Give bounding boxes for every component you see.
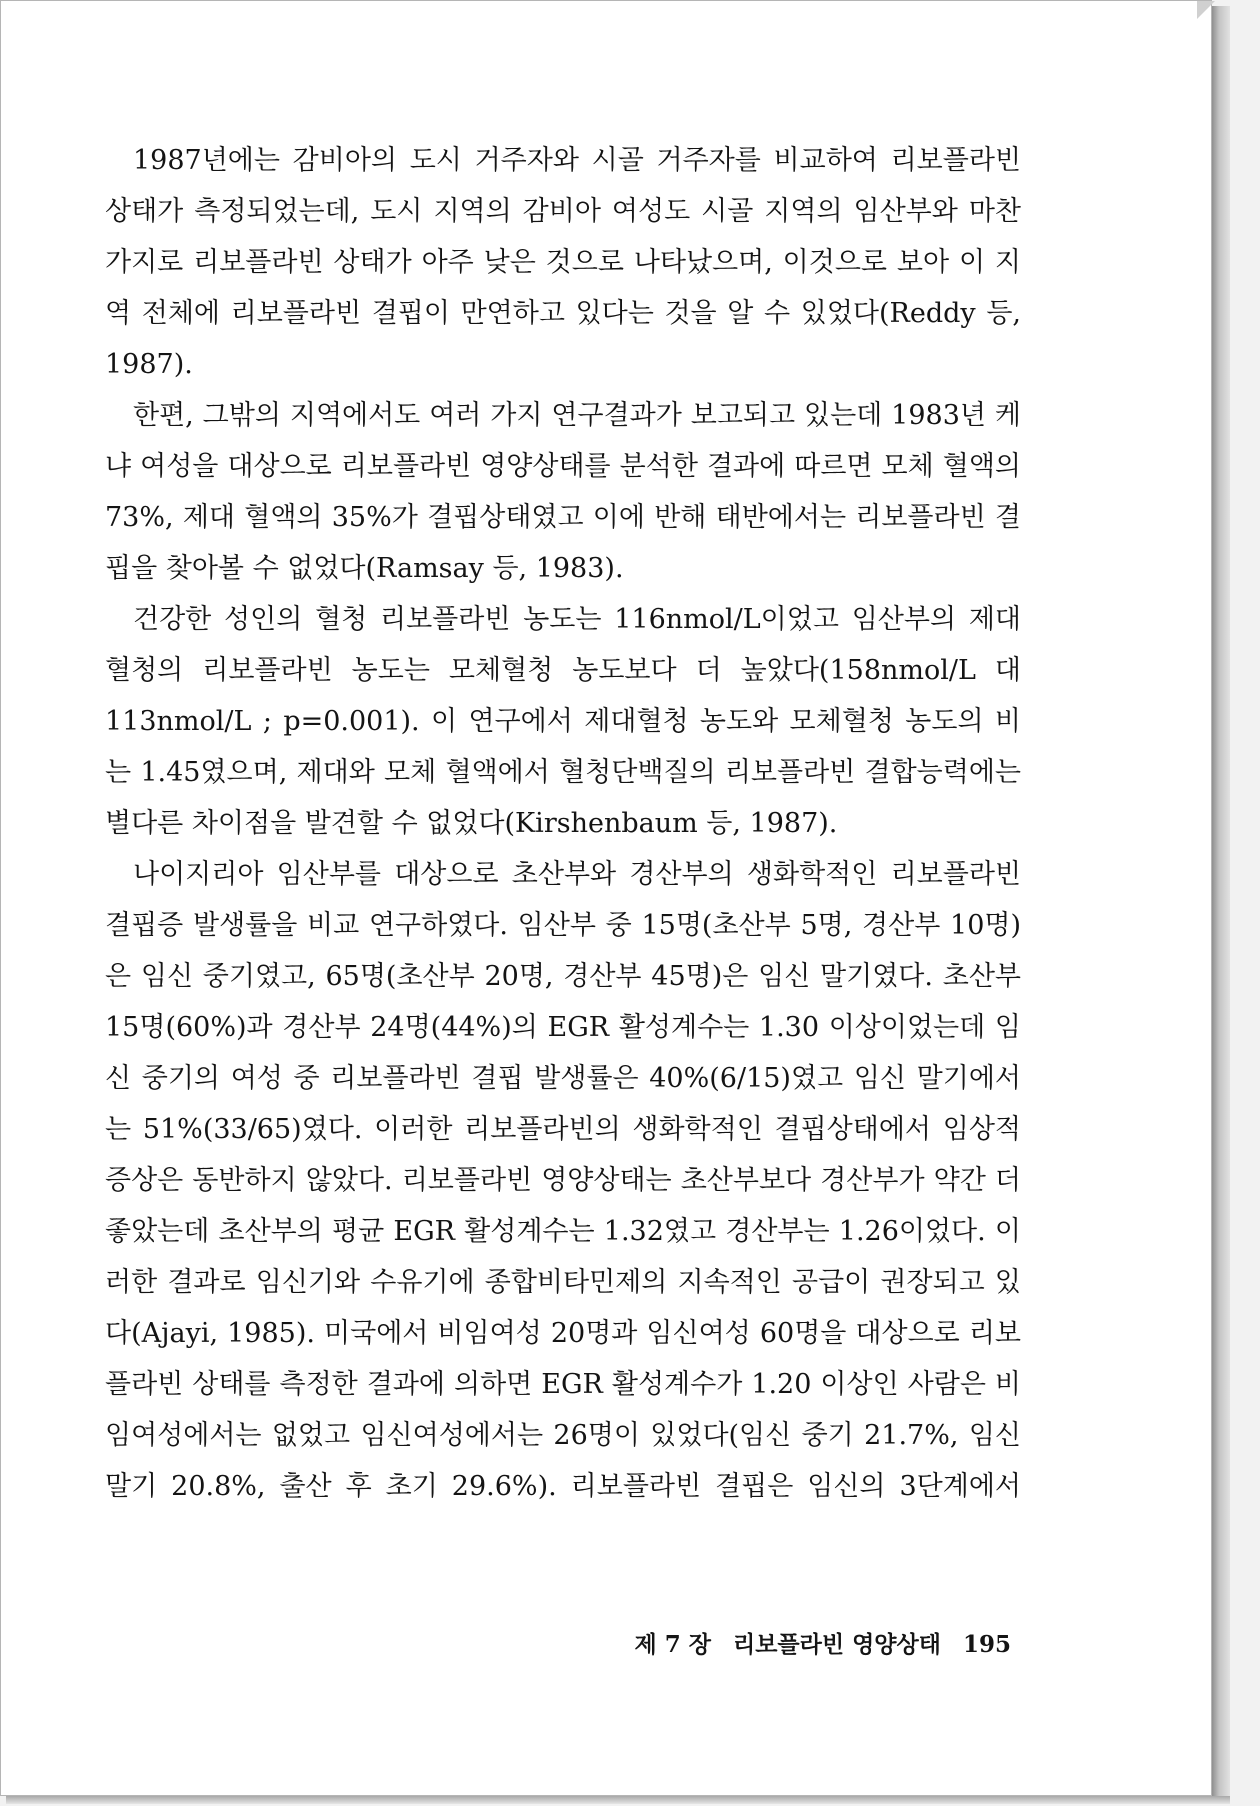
footer-chapter: 제 7 장 bbox=[634, 1631, 711, 1658]
paragraph-1: 1987년에는 감비아의 도시 거주자와 시골 거주자를 비교하여 리보플라빈 상태가 측정되었는데, 도시 지역의 감비아 여성도 시골 지역의 임산부와 마찬가지로 리보플라빈 상태가 아주 낮은 것으로 나타났으며, 이것으로 보아 이 지역 전체에 리보플라빈 결핍이 만연하고 있다는 것을 알 수 있었다(Reddy 등, 1987). bbox=[105, 145, 1021, 380]
footer-title: 리보플라빈 영양상태 bbox=[732, 1631, 941, 1658]
page-bottom-shadow bbox=[6, 1796, 1230, 1804]
page-number: 195 bbox=[962, 1631, 1011, 1658]
running-footer bbox=[591, 1626, 1011, 1659]
paragraph-4: 나이지리아 임산부를 대상으로 초산부와 경산부의 생화학적인 리보플라빈 결핍증 발생률을 비교 연구하였다. 임산부 중 15명(초산부 5명, 경산부 10명)은 임신 중기였고, 65명(초산부 20명, 경산부 45명)은 임신 말기였다. 초산부 15명(60%)과 경산부 24명(44%)의 EGR 활성계수는 1.30 이상이었는데 임신 중기의 여성 중 리보플라빈 결핍 발생률은 40%(6/15)였고 임신 말기에서는 51%(33/65)였다. 이러한 리보플라빈의 생화학적인 결핍상태에서 임상적 증상은 동반하지 않았다. 리보플라빈 영양상태는 초산부보다 경산부가 약간 더 좋았는데 초산부의 평균 EGR 활성계수는 1.32였고 경산부는 1.26이었다. 이러한 결과로 임신기와 수유기에 종합비타민제의 지속적인 공급이 권장되고 있다(Ajayi, 1985). 미국에서 비임여성 20명과 임신여성 60명을 대상으로 리보플라빈 상태를 측정한 결과에 의하면 EGR 활성계수가 1.20 이상인 사람은 비임여성에서는 없었고 임신여성에서는 26명이 있었다(임신 중기 21.7%, 임신 말기 20.8%, 출산 후 초기 29.6%). 리보플라빈 결핍은 임신의 3단계에서 bbox=[105, 859, 1021, 1502]
paragraph-3: 건강한 성인의 혈청 리보플라빈 농도는 116nmol/L이었고 임산부의 제대 혈청의 리보플라빈 농도는 모체혈청 농도보다 더 높았다(158nmol/L 대 113nmol/L ; p=0.001). 이 연구에서 제대혈청 농도와 모체혈청 농도의 비는 1.45였으며, 제대와 모체 혈액에서 혈청단백질의 리보플라빈 결합능력에는 별다른 차이점을 발견할 수 없었다(Kirshenbaum 등, 1987). bbox=[105, 604, 1021, 839]
paragraph-2: 한편, 그밖의 지역에서도 여러 가지 연구결과가 보고되고 있는데 1983년 케냐 여성을 대상으로 리보플라빈 영양상태를 분석한 결과에 따르면 모체 혈액의 73%, 제대 혈액의 35%가 결핍상태였고 이에 반해 태반에서는 리보플라빈 결핍을 찾아볼 수 없었다(Ramsay 등, 1983). bbox=[105, 400, 1021, 584]
body-text bbox=[105, 135, 1021, 1512]
page-edge-shadow bbox=[1212, 6, 1230, 1796]
